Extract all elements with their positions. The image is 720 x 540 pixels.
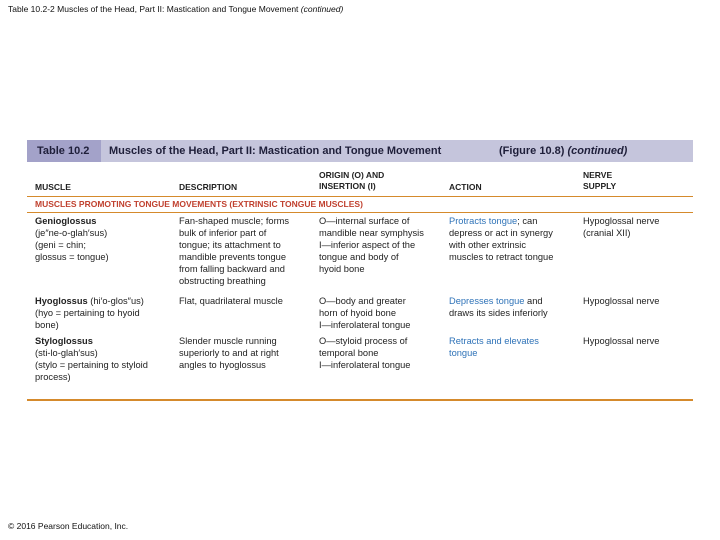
col-action: ACTION	[449, 182, 482, 192]
col-muscle: MUSCLE	[35, 182, 71, 192]
nerve-cell: Hypoglossal nerve (cranial XII)	[583, 216, 660, 238]
description-cell: Fan-shaped muscle; forms bulk of inferior part of tongue; its attachment to mandible prevents tongue from falling backward and obstructing breathing	[179, 216, 290, 286]
origin-cell: O—body and greater horn of hyoid bone I—inferolateral tongue	[319, 296, 411, 330]
col-description: DESCRIPTION	[179, 182, 238, 192]
table-title: Muscles of the Head, Part II: Mastication and Tongue Movement	[109, 145, 442, 157]
muscle-cell: Styloglossus (sti-lo-glah′sus) (stylo = pertaining to styloid process)	[35, 336, 148, 382]
nerve-cell: Hypoglossal nerve	[583, 296, 660, 306]
origin-cell: O—styloid process of temporal bone I—inferolateral tongue	[319, 336, 411, 370]
action-cell: Depresses tongue and draws its sides inferiorly	[449, 296, 548, 318]
muscle-cell: Genioglossus (je″ne-o-glah′sus) (geni = chin; glossus = tongue)	[35, 216, 109, 262]
slide-title	[8, 4, 343, 14]
table-row	[27, 213, 693, 293]
section-heading: MUSCLES PROMOTING TONGUE MOVEMENTS (EXTRINSIC TONGUE MUSCLES)	[27, 197, 693, 213]
action-cell: Protracts tongue; can depress or act in synergy with other extrinsic muscles to retract tongue	[449, 216, 554, 262]
action-cell: Retracts and elevates tongue	[449, 336, 539, 358]
origin-cell: O—internal surface of mandible near symphysis I—inferior aspect of the tongue and body of hyoid bone	[319, 216, 424, 274]
figure-reference: (Figure 10.8) (continued)	[499, 145, 628, 157]
muscle-table	[27, 140, 693, 383]
table-row	[27, 293, 693, 333]
col-nerve: NERVE SUPPLY	[583, 170, 617, 191]
slide-title-italic: (continued)	[300, 4, 344, 14]
slide-title-main: Table 10.2-2 Muscles of the Head, Part II: Mastication and Tongue Movement	[8, 4, 301, 14]
col-origin: ORIGIN (O) AND INSERTION (I)	[319, 170, 385, 191]
column-headers	[27, 162, 693, 197]
muscle-cell: Hyoglossus (hi′o-glos″us) (hyo = pertaining to hyoid bone)	[35, 296, 144, 330]
table-row	[27, 333, 693, 383]
nerve-cell: Hypoglossal nerve	[583, 336, 660, 346]
description-cell: Flat, quadrilateral muscle	[179, 296, 283, 306]
table-header	[27, 140, 693, 162]
table-label: Table 10.2	[27, 140, 101, 162]
table-bottom-rule	[27, 399, 693, 401]
description-cell: Slender muscle running superiorly to and at right angles to hyoglossus	[179, 336, 279, 370]
copyright-footer: © 2016 Pearson Education, Inc.	[8, 521, 129, 531]
